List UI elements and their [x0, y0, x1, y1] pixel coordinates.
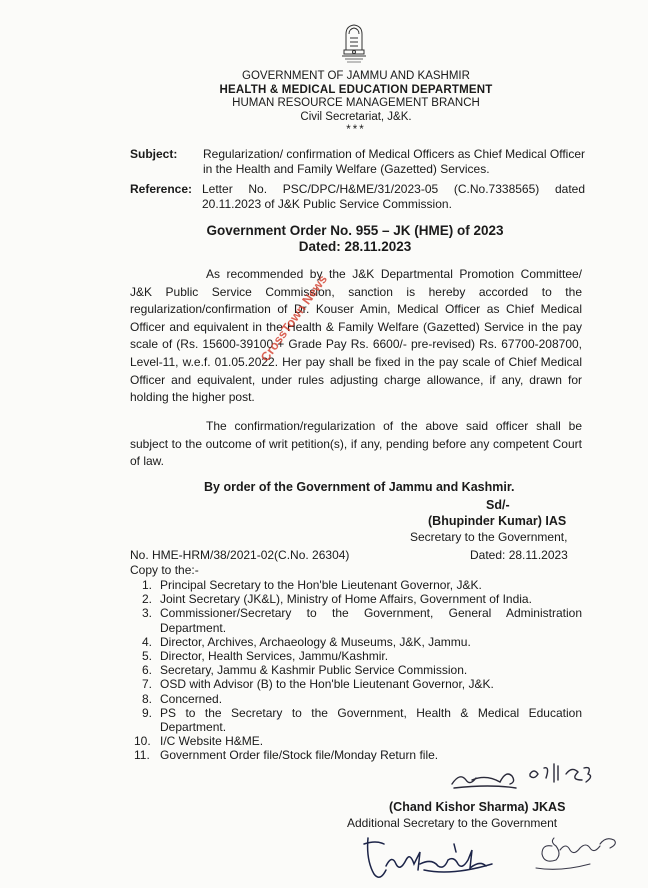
copy-to-list: [130, 578, 582, 763]
branch-name: HUMAN RESOURCE MANAGEMENT BRANCH: [232, 97, 480, 109]
list-item: 11. Government Order file/Stock file/Monday Return file.: [134, 748, 439, 763]
reference-text: Letter No. PSC/DPC/H&ME/31/2023-05 (C.No.7338565) dated 20.11.2023 of J&K Public Service Commission.: [202, 182, 585, 211]
list-item: 4. Director, Archives, Archaeology & Museums, J&K, Jammu.: [142, 634, 471, 649]
list-item: 9. PS to the Secretary to the Government, Health & Medical Education Department.: [142, 705, 582, 735]
letterhead: [0, 70, 648, 138]
ashoka-emblem-icon: [336, 20, 372, 64]
subject-label: Subject:: [130, 147, 178, 161]
initial-scribble: [530, 824, 622, 874]
list-item: 6. Secretary, Jammu & Kashmir Public Service Commission.: [142, 663, 468, 678]
endorsement-date: Dated: 28.11.2023: [470, 548, 568, 562]
list-item: 2. Joint Secretary (JK&L), Ministry of Home Affairs, Government of India.: [142, 592, 532, 607]
department-name: HEALTH & MEDICAL EDUCATION DEPARTMENT: [219, 83, 493, 96]
handwritten-initials-date: [450, 758, 610, 792]
header-separator: ***: [346, 124, 366, 136]
order-heading: [170, 223, 540, 255]
order-number: Government Order No. 955 – JK (HME) of 2023: [206, 223, 504, 238]
list-item: 8. Concerned.: [142, 691, 223, 706]
handwritten-signature: [362, 830, 512, 886]
endorsement-number: No. HME-HRM/38/2021-02(C.No. 26304): [130, 548, 350, 562]
signatory-designation: Additional Secretary to the Government: [347, 816, 558, 830]
copy-to-heading: Copy to the:-: [130, 563, 199, 577]
watermark-stamp: CrossTown News: [258, 272, 331, 365]
by-order-line: By order of the Government of Jammu and Kashmir.: [204, 480, 515, 494]
body-paragraph-1: As recommended by the J&K Departmental Promotion Committee/ J&K Public Service Commission, sanction is hereby accorded to the regularization/confirmation of Dr. Kouser Amin, Medical Officer as Chief Medical Officer and equivalent in the Health & Family Welfare (Gazetted) Service in the pay scale of (Rs. 15600-39100 + Grade Pay Rs. 6600/- pre-revised) Rs. 67700-208700, Level-11, w.e.f. 01.05.2022. Her pay shall be fixed in the pay scale of Chief Medical Officer and equivalent, under rules adjusting charge allowance, if any, drawn for holding the higher post.: [130, 267, 582, 405]
list-item: 7. OSD with Advisor (B) to the Hon'ble Lieutenant Governor, J&K.: [142, 677, 494, 692]
secretary-designation: Secretary to the Government,: [410, 530, 568, 544]
order-date: Dated: 28.11.2023: [298, 239, 412, 254]
subject-text: Regularization/ confirmation of Medical Officers as Chief Medical Officer in the Health and Family Welfare (Gazetted) Services.: [203, 147, 585, 176]
signatory-name: (Chand Kishor Sharma) JKAS: [389, 800, 566, 814]
sd-mark: Sd/-: [486, 498, 510, 512]
list-item: 1. Principal Secretary to the Hon'ble Lieutenant Governor, J&K.: [142, 578, 482, 592]
body-paragraph-2: The confirmation/regularization of the above said officer shall be subject to the outcome of writ petition(s), if any, pending before any competent Court of law.: [130, 419, 582, 469]
office-address: Civil Secretariat, J&K.: [300, 110, 412, 123]
list-item: 10. I/C Website H&ME.: [134, 734, 264, 749]
reference-label: Reference:: [130, 182, 193, 196]
list-item: 3. Commissioner/Secretary to the Government, General Administration Department.: [142, 606, 582, 635]
secretary-name: (Bhupinder Kumar) IAS: [428, 514, 567, 528]
government-name: GOVERNMENT OF JAMMU AND KASHMIR: [242, 70, 470, 82]
list-item: 5. Director, Health Services, Jammu/Kashmir.: [142, 649, 389, 664]
